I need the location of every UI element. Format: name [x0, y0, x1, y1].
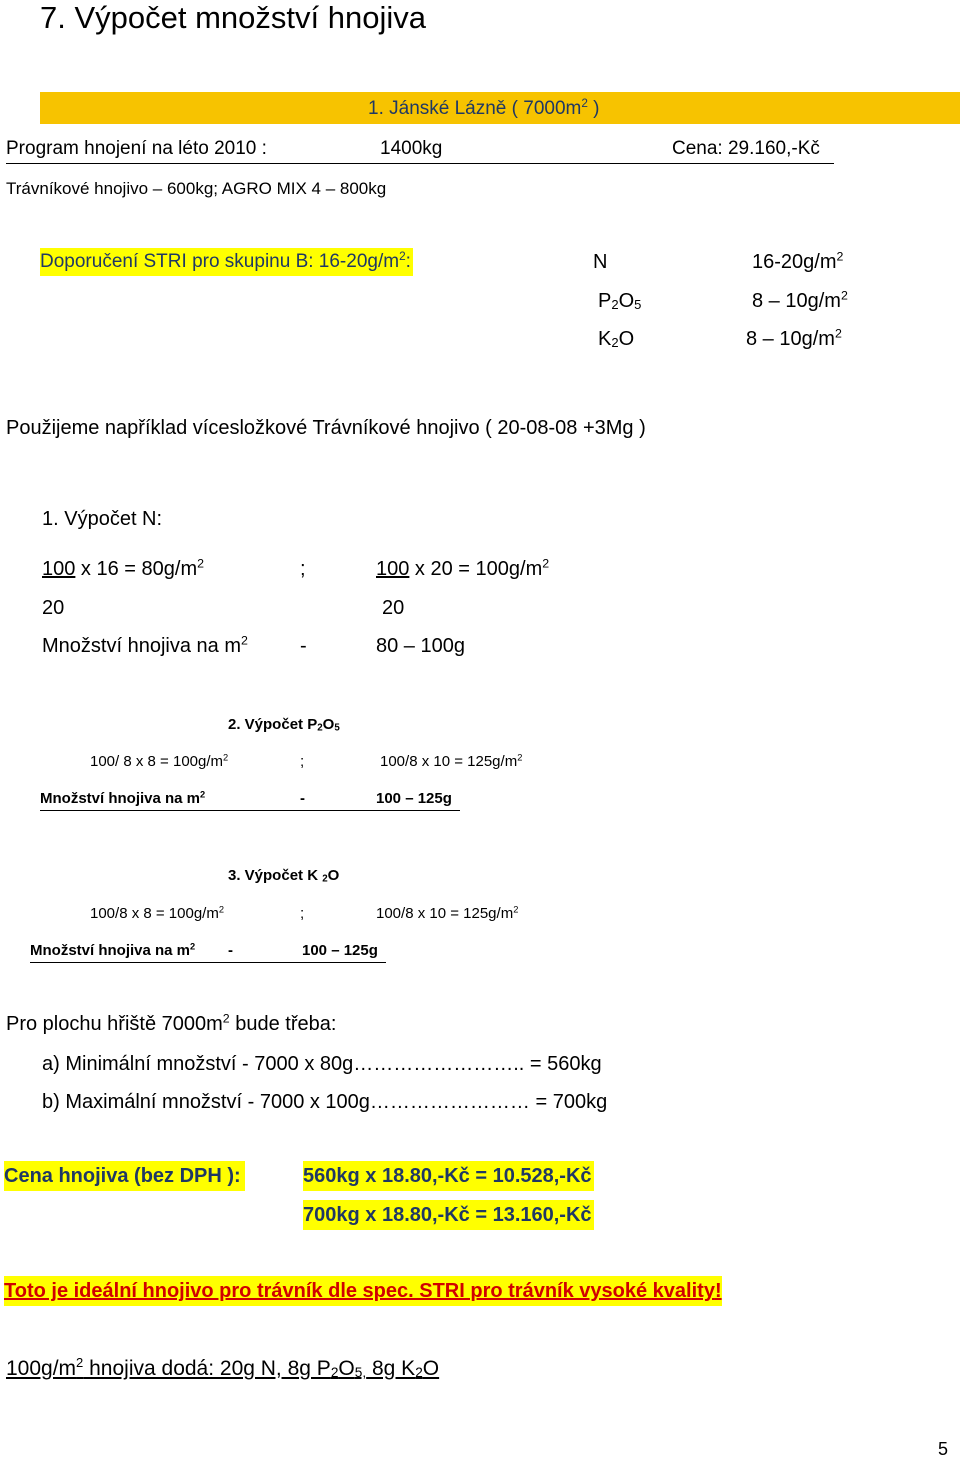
calc-k-amount: Množství hnojiva na $m^2$ - 100 – 125g: [30, 940, 386, 963]
calc-p-amount-value: 100 – 125g: [376, 790, 452, 807]
calc-p-dash: -: [300, 790, 305, 807]
delivers-line: $100g/m^2$ hnojiva dodá: 20g N, 8g $P_2O_{5,}$ 8g $K_2O$: [6, 1355, 440, 1381]
price-line-1: 560kg x 18.80,-Kč = 10.528,-Kč: [303, 1161, 594, 1191]
program-label: Program hnojení na léto 2010 :: [6, 138, 267, 159]
calc-n-den-b: 20: [382, 597, 405, 619]
pitch-min: a) Minimální množství - 7000 x 80g…………………….. = 560kg: [42, 1053, 602, 1075]
calc-n-b: 100 x $20 = 100g/m^2$: [376, 556, 550, 580]
nutrient-n: N: [593, 251, 608, 273]
calc-p-title: 2. Výpočet $P_2O_5$: [228, 716, 340, 734]
program-amount: 1400kg: [380, 138, 443, 159]
calc-n-amount-label: Množství hnojiva na $m^2$: [42, 633, 248, 657]
ideal-statement: Toto je ideální hnojivo pro trávník dle spec. STRI pro trávník vysoké kvality!: [4, 1276, 722, 1306]
price-line-2: 700kg x 18.80,-Kč = 13.160,-Kč: [303, 1200, 594, 1230]
price-label: Cena hnojiva (bez DPH ):: [4, 1161, 245, 1191]
calc-p-amount: Množství hnojiva na $m^2$ - 100 – 125g: [40, 788, 460, 811]
calc-p-separator: ;: [300, 753, 305, 770]
site-label: 1. Jánské Lázně ( $7000m^2$ ): [368, 96, 600, 119]
calc-n-separator: ;: [300, 558, 306, 580]
calc-k-dash: -: [228, 942, 233, 959]
calc-n-a: 100 x $16 = 80g/m^2$: [42, 556, 205, 580]
program-line: [6, 137, 834, 164]
calc-n-amount-value: 80 – 100g: [376, 635, 465, 657]
products-line: Trávníkové hnojivo – 600kg; AGRO MIX 4 – 800kg: [6, 179, 387, 198]
pitch-title: Pro plochu hřiště $7000m^2$ bude třeba:: [6, 1011, 337, 1035]
page-number: 5: [938, 1439, 949, 1459]
nutrient-k2o: $K_2O$: [598, 328, 635, 350]
pitch-max: b) Maximální množství - 7000 x 100g…………………… = 700kg: [42, 1091, 608, 1113]
nutrient-n-range: $16-20g/m^2$: [752, 249, 844, 273]
calc-n-dash: -: [300, 635, 307, 657]
calc-p-a: 100/ 8 x $8 = 100g/m^2$: [90, 752, 229, 770]
calc-k-title: 3. Výpočet K $_2$O: [228, 867, 340, 885]
calc-n-title: 1. Výpočet N:: [42, 508, 163, 530]
nutrient-p2o5: $P_2O_5$: [598, 290, 642, 312]
calc-n-den-a: 20: [42, 597, 65, 619]
program-price: Cena: 29.160,-Kč: [672, 138, 820, 159]
fertilizer-choice: Použijeme například vícesložkové Trávníkové hnojivo ( 20-08-08 +3Mg ): [6, 417, 646, 439]
nutrient-p2o5-range: $8 - 10g/m^2$: [752, 288, 848, 312]
calc-k-separator: ;: [300, 905, 305, 922]
calc-k-b: 100/8 x $10 = 125g/m^2$: [376, 904, 519, 922]
nutrient-k2o-range: $8 - 10g/m^2$: [746, 326, 842, 350]
recommendation-label: Doporučení STRI pro skupinu B: $16-20g/m^2$:: [40, 248, 413, 276]
calc-k-a: 100/8 x $8 = 100g/m^2$: [90, 904, 225, 922]
page-title: 7. Výpočet množství hnojiva: [40, 0, 426, 35]
calc-k-amount-value: 100 – 125g: [302, 942, 378, 959]
calc-p-b: 100/8 x $10 = 125g/m^2$: [380, 752, 523, 770]
